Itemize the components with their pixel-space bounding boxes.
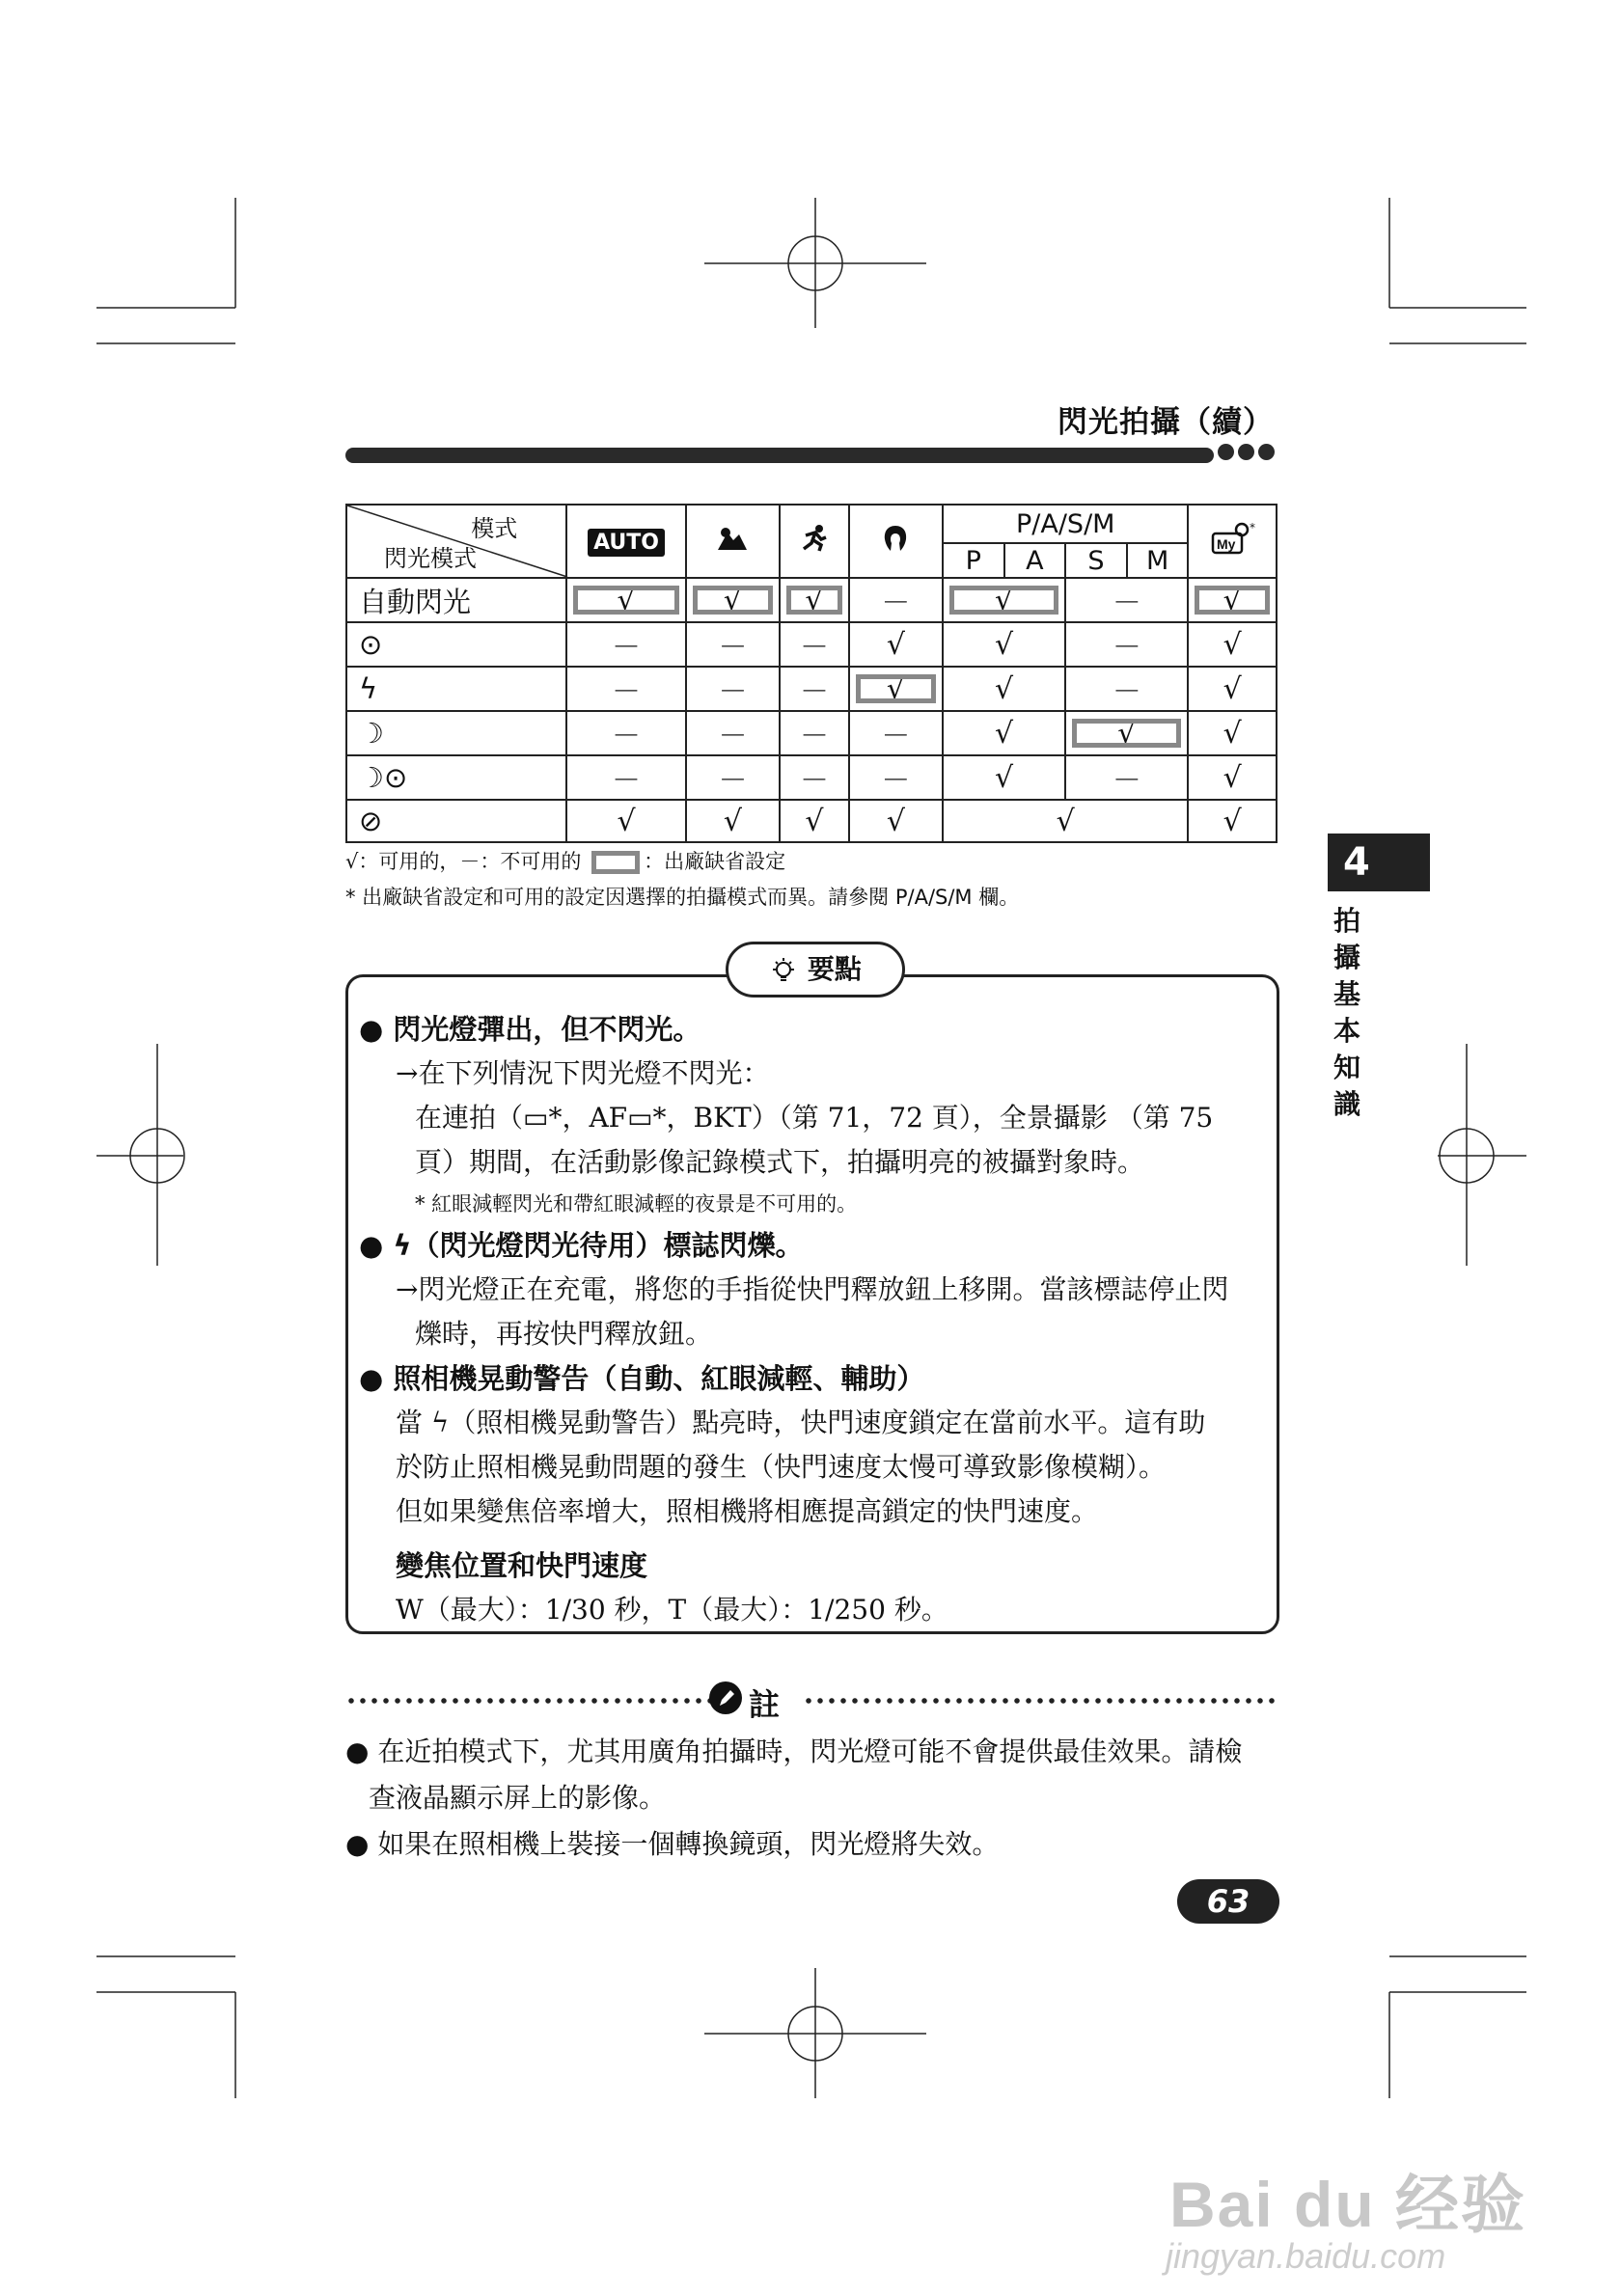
note-header <box>345 1681 1279 1723</box>
legend-available: √：可用的， <box>345 850 460 873</box>
table-cell: √ <box>849 667 943 711</box>
tip-text: →在下列情況下閃光燈不閃光： <box>396 1057 770 1089</box>
table-cell: √ <box>1065 711 1188 755</box>
section-title: 閃光拍攝（續） <box>1058 405 1274 440</box>
row-label-auto-flash: 自動閃光 <box>346 578 566 622</box>
my-mode-icon <box>1211 520 1256 555</box>
corner-mode-label: 模式 <box>471 515 518 542</box>
table-cell: √ <box>943 755 1065 800</box>
table-cell: － <box>686 622 780 667</box>
sport-icon <box>800 524 829 553</box>
table-cell: － <box>686 755 780 800</box>
table-cell: √ <box>943 622 1065 667</box>
corner-flash-label: 閃光模式 <box>384 545 477 572</box>
tip-text: 但如果變焦倍率增大，照相機將相應提高鎖定的快門速度。 <box>396 1495 1099 1527</box>
note-text: 如果在照相機上裝接一個轉換鏡頭，閃光燈將失效。 <box>377 1828 1000 1860</box>
table-legend <box>345 846 785 875</box>
table-cell: － <box>849 578 943 622</box>
lightbulb-icon <box>769 956 798 985</box>
fill-flash-icon: ϟ <box>346 667 566 711</box>
table-cell: √ <box>686 578 780 622</box>
table-cell: √ <box>849 800 943 842</box>
flash-off-icon: ⊘ <box>346 800 566 842</box>
note-pencil-icon <box>708 1681 743 1715</box>
table-cell: － <box>780 711 849 755</box>
table-footnote: * 出廠缺省設定和可用的設定因選擇的拍攝模式而異。請參閱 P/A/S/M 欄。 <box>345 886 1020 909</box>
col-landscape <box>686 505 780 578</box>
table-cell: √ <box>1188 578 1277 622</box>
note-text: 查液晶顯示屏上的影像。 <box>369 1782 667 1814</box>
table-cell: √ <box>1188 667 1277 711</box>
table-cell: － <box>849 755 943 800</box>
table-row <box>346 711 1277 755</box>
legend-default: ：出廠缺省設定 <box>644 850 786 873</box>
table-cell: － <box>1065 755 1188 800</box>
chapter-tab: 4 <box>1328 834 1430 891</box>
table-cell: √ <box>566 578 686 622</box>
col-portrait <box>849 505 943 578</box>
col-mymode <box>1188 505 1277 578</box>
night-scene-icon: ☽ <box>346 711 566 755</box>
table-cell: － <box>686 667 780 711</box>
table-row <box>346 755 1277 800</box>
tip-heading-1: 閃光燈彈出，但不閃光。 <box>393 1013 701 1046</box>
dotted-rule <box>803 1698 1279 1704</box>
baidu-watermark: Bai du 经验 <box>1169 2169 1527 2240</box>
table-cell: － <box>780 622 849 667</box>
tip-heading-4: 變焦位置和快門速度 <box>396 1549 648 1582</box>
col-sport <box>780 505 849 578</box>
table-cell: √ <box>943 667 1065 711</box>
table-cell: √ <box>1188 755 1277 800</box>
tips-header <box>726 942 905 998</box>
dotted-rule <box>345 1698 731 1704</box>
title-dots <box>1218 444 1278 464</box>
table-cell: － <box>780 755 849 800</box>
col-p: P <box>943 543 1004 578</box>
svg-text:My: My <box>1217 535 1236 552</box>
table-cell: － <box>566 711 686 755</box>
legend-unavailable: －：不可用的 <box>459 850 582 873</box>
table-corner-header <box>346 505 566 578</box>
table-row <box>346 667 1277 711</box>
flash-mode-table <box>345 504 1278 843</box>
col-pasm: P/A/S/M <box>943 505 1188 543</box>
table-cell: √ <box>780 800 849 842</box>
title-rule <box>345 448 1214 463</box>
col-s: S <box>1065 543 1127 578</box>
tip-text: 頁）期間，在活動影像記錄模式下，拍攝明亮的被攝對象時。 <box>415 1146 1145 1178</box>
table-cell: － <box>1065 667 1188 711</box>
night-red-eye-icon: ☽⊙ <box>346 755 566 800</box>
table-cell: － <box>780 667 849 711</box>
note-content: ● 在近拍模式下，尤其用廣角拍攝時，閃光燈可能不會提供最佳效果。請檢 查液晶顯示屏上的影像。 ● 如果在照相機上裝接一個轉換鏡頭，閃光燈將失效。 <box>345 1729 1279 1868</box>
table-row <box>346 800 1277 842</box>
table-cell: － <box>566 755 686 800</box>
col-auto <box>566 505 686 578</box>
svg-text:*: * <box>1250 520 1256 534</box>
table-cell: √ <box>780 578 849 622</box>
tip-text: 當 ϟ（照相機晃動警告）點亮時，快門速度鎖定在當前水平。這有助 <box>396 1407 1206 1438</box>
note-title: 註 <box>749 1686 781 1723</box>
table-cell: √ <box>943 711 1065 755</box>
table-cell: － <box>849 711 943 755</box>
table-cell: － <box>1065 578 1188 622</box>
tips-content: ● 閃光燈彈出，但不閃光。 →在下列情況下閃光燈不閃光： 在連拍（▭*，AF▭*，BKT）（第 71，72 頁），全景攝影 （第 75 頁）期間，在活動影像記錄模式下，拍攝明亮的被攝對象時。 * 紅眼減輕閃光和帶紅眼減輕的夜景是不可用的。 ● ϟ（閃光燈閃光待用）標誌閃爍。 →閃光燈正在充電，將您的手指從快門釋放鈕上移開。當該標誌停止閃 爍時，再按快門釋放鈕。 ● 照相機晃動警告（自動、紅眼減輕、輔助） 當 ϟ（照相機晃動警告）點亮時，快門速度鎖定在當前水平。這有助 於防止照相機晃動問題的發生（快門速度太慢可導致影像模糊）。 但如果變焦倍率增大，照相機將相應提高鎖定的快門速度。 變焦位置和快門速度 W（最大）：1/30 秒，T（最大）：1/250 秒。 <box>359 1007 1266 1632</box>
table-cell: √ <box>943 800 1188 842</box>
table-cell: － <box>566 622 686 667</box>
table-cell: √ <box>686 800 780 842</box>
table-row <box>346 578 1277 622</box>
tip-text: W（最大）：1/30 秒，T（最大）：1/250 秒。 <box>396 1594 948 1626</box>
auto-mode-icon: AUTO <box>588 529 665 557</box>
tip-text: →閃光燈正在充電，將您的手指從快門釋放鈕上移開。當該標誌停止閃 <box>396 1273 1229 1305</box>
table-row <box>346 622 1277 667</box>
table-cell: － <box>686 711 780 755</box>
chapter-label: 拍攝基本知識 <box>1333 905 1360 1120</box>
table-cell: √ <box>849 622 943 667</box>
page-number: 63 <box>1177 1879 1279 1924</box>
portrait-icon <box>881 524 910 553</box>
tip-small-note: * 紅眼減輕閃光和帶紅眼減輕的夜景是不可用的。 <box>415 1192 858 1216</box>
tips-title: 要點 <box>807 953 862 985</box>
table-cell: － <box>1065 622 1188 667</box>
tip-heading-3: 照相機晃動警告（自動、紅眼減輕、輔助） <box>393 1362 925 1395</box>
table-cell: √ <box>1188 711 1277 755</box>
tip-text: 爍時，再按快門釋放鈕。 <box>415 1318 713 1350</box>
default-swatch-icon <box>591 851 640 874</box>
table-cell: √ <box>1188 800 1277 842</box>
table-cell: √ <box>943 578 1065 622</box>
landscape-portrait-icon <box>716 525 749 552</box>
table-cell: √ <box>566 800 686 842</box>
tip-heading-2: ϟ（閃光燈閃光待用）標誌閃爍。 <box>393 1229 804 1262</box>
watermark-url: jingyan.baidu.com <box>1166 2236 1446 2276</box>
table-cell: √ <box>1188 622 1277 667</box>
tip-text: 於防止照相機晃動問題的發生（快門速度太慢可導致影像模糊）。 <box>396 1451 1167 1483</box>
red-eye-icon: ⊙ <box>346 622 566 667</box>
tip-text: 在連拍（▭*，AF▭*，BKT）（第 71，72 頁），全景攝影 （第 75 <box>415 1102 1214 1134</box>
col-m: M <box>1127 543 1189 578</box>
note-text: 在近拍模式下，尤其用廣角拍攝時，閃光燈可能不會提供最佳效果。請檢 <box>377 1736 1243 1767</box>
table-cell: － <box>566 667 686 711</box>
col-a: A <box>1004 543 1066 578</box>
